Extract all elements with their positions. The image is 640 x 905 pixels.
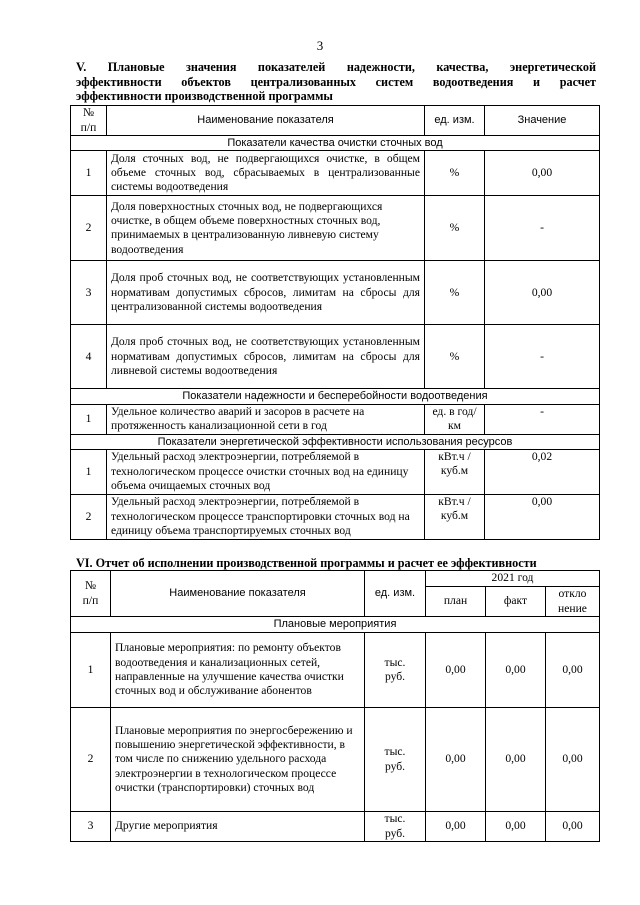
row-unit: кВт.ч / куб.м [425, 449, 485, 494]
table-row [71, 325, 600, 389]
table-row [71, 494, 600, 539]
table-row [71, 404, 600, 434]
row-unit: ед. в год/ км [425, 404, 485, 434]
header-unit: ед. изм. [365, 571, 426, 617]
row-name: Плановые мероприятия по энергосбережению и повышению энергетической эффективности, в том числе по снижению удельного расхода электроэнергии в технологическом процессе очистки (транспортировки) сточных вод [111, 708, 365, 812]
row-plan: 0,00 [426, 708, 486, 812]
section-row [71, 389, 600, 404]
section6-title: VI. Отчет об исполнении производственной программы и расчет ее эффективности [76, 556, 537, 570]
row-plan: 0,00 [426, 633, 486, 708]
section5-title-line: эффективности объектов централизованных систем водоотведения и расчет [76, 74, 596, 89]
row-name: Доля проб сточных вод, не соответствующих установленным нормативам допустимых сбросов, лимитам на сбросы для ливневой системы водоотведения [107, 325, 425, 389]
row-value: 0,00 [485, 261, 600, 325]
row-value: - [485, 404, 600, 434]
row-num: 3 [71, 261, 107, 325]
row-fact: 0,00 [486, 708, 546, 812]
row-plan: 0,00 [426, 812, 486, 842]
table-row [71, 812, 600, 842]
table-row [71, 449, 600, 494]
header-num: № п/п [71, 106, 107, 136]
row-unit: % [425, 261, 485, 325]
header-num: № п/п [71, 571, 111, 617]
row-num: 1 [71, 151, 107, 196]
section-row [71, 434, 600, 449]
table-row [71, 708, 600, 812]
table-header-row [71, 571, 600, 587]
header-unit: ед. изм. [425, 106, 485, 136]
row-value: - [485, 196, 600, 261]
table-row [71, 196, 600, 261]
header-value: Значение [485, 106, 600, 136]
row-name: Плановые мероприятия: по ремонту объектов водоотведения и канализационных сетей, направленные на улучшение качества очистки сточных вод и обслуживание абонентов [111, 633, 365, 708]
header-fact: факт [486, 587, 546, 617]
table-header-row [71, 106, 600, 136]
row-num: 2 [71, 494, 107, 539]
row-name: Доля поверхностных сточных вод, не подвергающихся очистке, в общем объеме поверхностных сточных вод, принимаемых в централизованную ливневую систему водоотведения [107, 196, 425, 261]
header-name: Наименование показателя [107, 106, 425, 136]
table-row [71, 151, 600, 196]
report-table [70, 570, 600, 842]
table-row [71, 633, 600, 708]
group-title: Показатели качества очистки сточных вод [71, 136, 600, 151]
row-name: Доля проб сточных вод, не соответствующих установленным нормативам допустимых сбросов, лимитам на сбросы для централизованной системы водоотведения [107, 261, 425, 325]
row-unit: % [425, 325, 485, 389]
row-unit: тыс. руб. [365, 812, 426, 842]
header-name: Наименование показателя [111, 571, 365, 617]
row-unit: кВт.ч / куб.м [425, 494, 485, 539]
row-name: Другие мероприятия [111, 812, 365, 842]
row-num: 1 [71, 449, 107, 494]
section-row [71, 136, 600, 151]
row-unit: тыс. руб. [365, 633, 426, 708]
row-num: 4 [71, 325, 107, 389]
row-num: 1 [71, 633, 111, 708]
header-deviation: откло нение [546, 587, 600, 617]
section5-title [76, 60, 596, 104]
row-unit: % [425, 151, 485, 196]
indicators-table [70, 105, 600, 540]
row-value: - [485, 325, 600, 389]
row-value: 0,00 [485, 151, 600, 196]
row-num: 3 [71, 812, 111, 842]
group-title: Плановые мероприятия [71, 617, 600, 633]
row-deviation: 0,00 [546, 812, 600, 842]
row-name: Удельный расход электроэнергии, потребляемой в технологическом процессе очистки сточных вод на единицу объема очищаемых сточных вод [107, 449, 425, 494]
row-deviation: 0,00 [546, 633, 600, 708]
group-title: Показатели надежности и бесперебойности водоотведения [71, 389, 600, 404]
section-row [71, 617, 600, 633]
header-plan: план [426, 587, 486, 617]
row-num: 1 [71, 404, 107, 434]
group-title: Показатели энергетической эффективности использования ресурсов [71, 434, 600, 449]
header-year: 2021 год [426, 571, 600, 587]
row-num: 2 [71, 196, 107, 261]
row-name: Удельное количество аварий и засоров в расчете на протяженность канализационной сети в год [107, 404, 425, 434]
row-name: Доля сточных вод, не подвергающихся очистке, в общем объеме сточных вод, сбрасываемых в централизованные системы водоотведения [107, 151, 425, 196]
section5-title-line: эффективности производственной программы [76, 89, 333, 103]
table-row [71, 261, 600, 325]
row-value: 0,02 [485, 449, 600, 494]
row-unit: % [425, 196, 485, 261]
row-num: 2 [71, 708, 111, 812]
row-unit: тыс. руб. [365, 708, 426, 812]
row-fact: 0,00 [486, 633, 546, 708]
row-name: Удельный расход электроэнергии, потребляемой в технологическом процессе транспортировки сточных вод на единицу объема транспортируемых сточных вод [107, 494, 425, 539]
page-number: 3 [316, 38, 324, 53]
row-value: 0,00 [485, 494, 600, 539]
row-fact: 0,00 [486, 812, 546, 842]
section5-title-line: V. Плановые значения показателей надежности, качества, энергетической [76, 60, 596, 74]
row-deviation: 0,00 [546, 708, 600, 812]
